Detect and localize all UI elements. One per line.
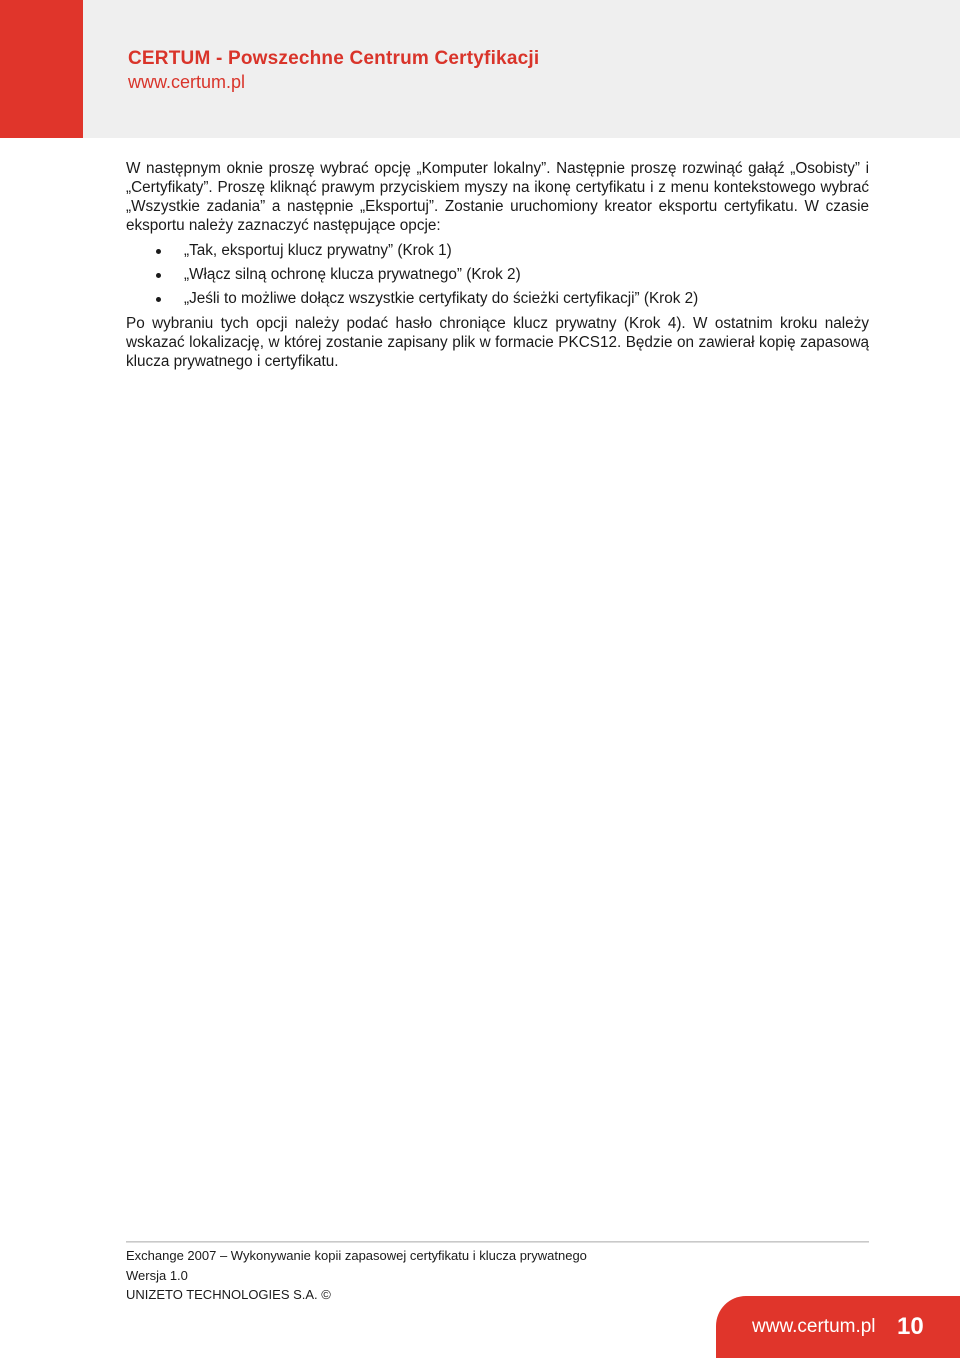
footer-url: www.certum.pl — [752, 1316, 876, 1337]
paragraph-final: Po wybraniu tych opcji należy podać hasło chroniące klucz prywatny (Krok 4). W ostatnim kroku należy wskazać lokalizację, w której zostanie zapisany plik w formacie PKCS12. Będzie on zawierał kopię zapasową klucza prywatnego i certyfikatu. — [126, 315, 869, 370]
list-item — [126, 239, 869, 263]
footer-doc-title: Exchange 2007 – Wykonywanie kopii zapasowej certyfikatu i klucza prywatnego — [126, 1248, 587, 1263]
bullet-icon — [156, 297, 161, 302]
list-item-text: „Włącz silną ochronę klucza prywatnego” (Krok 2) — [184, 266, 521, 283]
bullet-icon — [156, 249, 161, 254]
paragraph-intro: W następnym oknie proszę wybrać opcję „Komputer lokalny”. Następnie proszę rozwinąć gałąź „Osobisty” i „Certyfikaty”. Proszę kliknąć prawym przyciskiem myszy na ikonę certyfikatu i z menu kontekstowego wybrać „Wszystkie zadania” a następnie „Eksportuj”. Zostanie uruchomiony kreator eksportu certyfikatu. W czasie eksportu należy zaznaczyć następujące opcje: — [126, 160, 869, 234]
page-header — [0, 0, 960, 138]
footer-version: Wersja 1.0 — [126, 1268, 188, 1283]
list-item — [126, 287, 869, 311]
list-item-text: „Jeśli to możliwe dołącz wszystkie certyfikaty do ścieżki certyfikacji” (Krok 2) — [184, 290, 699, 307]
page-number: 10 — [897, 1313, 924, 1340]
footer-company: UNIZETO TECHNOLOGIES S.A. © — [126, 1287, 331, 1302]
list-item — [126, 263, 869, 287]
bullet-icon — [156, 273, 161, 278]
brand-url: www.certum.pl — [128, 72, 246, 92]
footer-divider — [126, 1241, 869, 1243]
brand-title: CERTUM - Powszechne Centrum Certyfikacji — [128, 48, 540, 69]
list-item-text: „Tak, eksportuj klucz prywatny” (Krok 1) — [184, 242, 452, 259]
options-list — [126, 239, 869, 311]
header-red-block — [0, 0, 83, 138]
document-body — [126, 159, 869, 371]
